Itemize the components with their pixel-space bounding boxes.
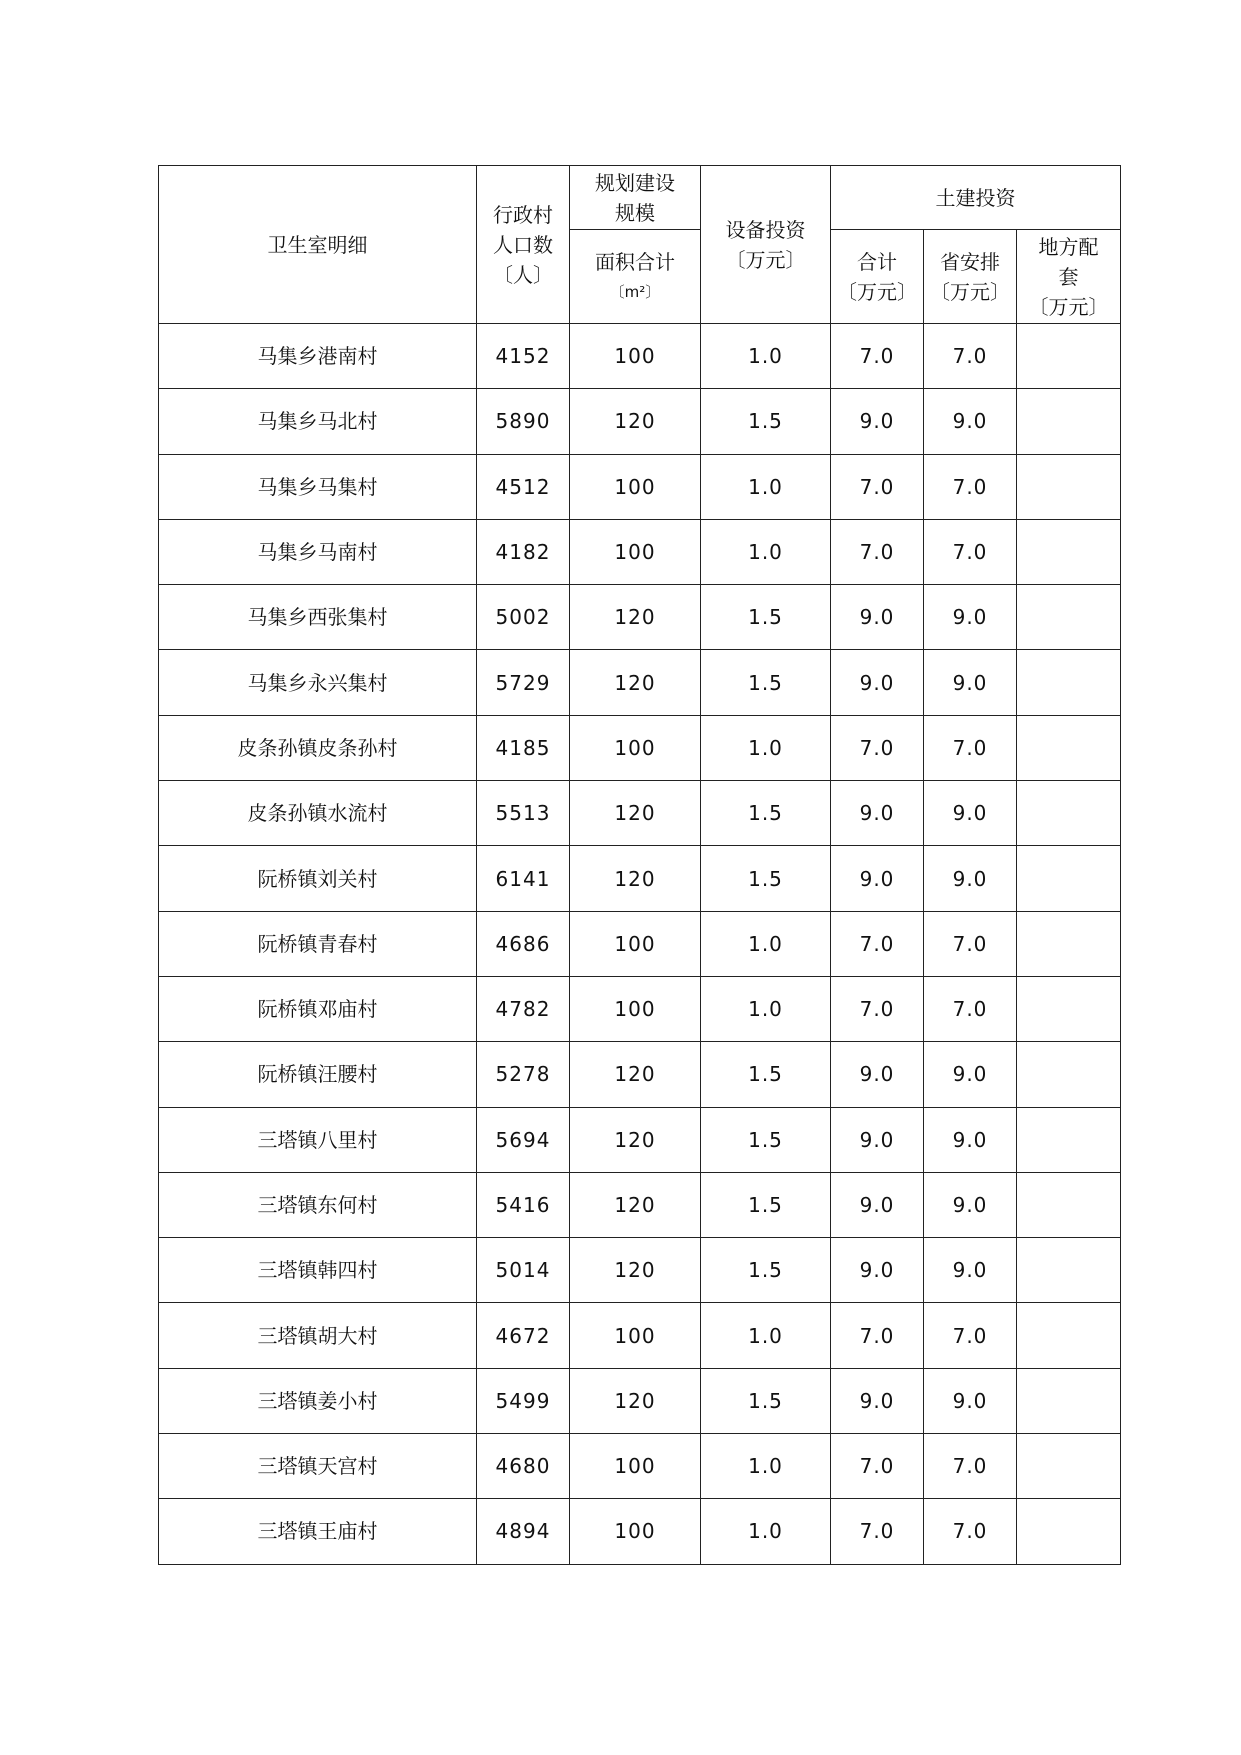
cell-civil-total: 7.0 <box>831 715 924 780</box>
cell-civil-province: 9.0 <box>924 846 1017 911</box>
cell-equipment: 1.5 <box>701 585 831 650</box>
cell-civil-province: 7.0 <box>924 1303 1017 1368</box>
cell-equipment: 1.5 <box>701 389 831 454</box>
cell-civil-province: 9.0 <box>924 1172 1017 1237</box>
cell-civil-local <box>1017 1042 1121 1107</box>
cell-village-name: 皮条孙镇水流村 <box>159 781 477 846</box>
cell-village-name: 三塔镇胡大村 <box>159 1303 477 1368</box>
cell-equipment: 1.0 <box>701 715 831 780</box>
header-area-total: 面积合计 〔m²〕 <box>570 230 701 324</box>
cell-civil-province: 9.0 <box>924 1042 1017 1107</box>
cell-civil-province: 7.0 <box>924 715 1017 780</box>
cell-civil-total: 9.0 <box>831 1238 924 1303</box>
cell-civil-province: 9.0 <box>924 389 1017 454</box>
table-row <box>159 1172 1121 1237</box>
cell-civil-total: 7.0 <box>831 1434 924 1499</box>
cell-population: 4152 <box>477 324 570 389</box>
cell-civil-province: 7.0 <box>924 454 1017 519</box>
cell-equipment: 1.0 <box>701 976 831 1041</box>
cell-area: 100 <box>570 454 701 519</box>
cell-village-name: 阮桥镇刘关村 <box>159 846 477 911</box>
cell-civil-province: 9.0 <box>924 585 1017 650</box>
header-clinic-name: 卫生室明细 <box>159 166 477 324</box>
cell-civil-province: 9.0 <box>924 1107 1017 1172</box>
cell-civil-total: 7.0 <box>831 976 924 1041</box>
cell-civil-local <box>1017 389 1121 454</box>
cell-equipment: 1.5 <box>701 1368 831 1433</box>
cell-civil-total: 9.0 <box>831 1368 924 1433</box>
cell-population: 5278 <box>477 1042 570 1107</box>
cell-civil-local <box>1017 1434 1121 1499</box>
cell-civil-total: 7.0 <box>831 911 924 976</box>
header-planned-scale: 规划建设 规模 <box>570 166 701 230</box>
cell-population: 6141 <box>477 846 570 911</box>
cell-equipment: 1.5 <box>701 781 831 846</box>
cell-civil-province: 9.0 <box>924 781 1017 846</box>
cell-population: 4672 <box>477 1303 570 1368</box>
cell-village-name: 马集乡马集村 <box>159 454 477 519</box>
table-row <box>159 389 1121 454</box>
table-row <box>159 976 1121 1041</box>
table-row <box>159 324 1121 389</box>
cell-civil-local <box>1017 454 1121 519</box>
cell-population: 5890 <box>477 389 570 454</box>
cell-equipment: 1.5 <box>701 1107 831 1172</box>
table-row <box>159 1042 1121 1107</box>
table-row <box>159 1238 1121 1303</box>
cell-population: 5694 <box>477 1107 570 1172</box>
cell-civil-province: 7.0 <box>924 324 1017 389</box>
cell-civil-local <box>1017 1172 1121 1237</box>
cell-area: 120 <box>570 1172 701 1237</box>
cell-population: 5499 <box>477 1368 570 1433</box>
cell-equipment: 1.0 <box>701 1499 831 1564</box>
cell-civil-province: 9.0 <box>924 1368 1017 1433</box>
cell-village-name: 三塔镇姜小村 <box>159 1368 477 1433</box>
header-civil-investment: 土建投资 <box>831 166 1121 230</box>
cell-population: 4680 <box>477 1434 570 1499</box>
cell-civil-local <box>1017 781 1121 846</box>
cell-area: 120 <box>570 585 701 650</box>
cell-equipment: 1.0 <box>701 911 831 976</box>
cell-civil-total: 7.0 <box>831 1303 924 1368</box>
table-row <box>159 519 1121 584</box>
cell-area: 120 <box>570 846 701 911</box>
cell-village-name: 马集乡西张集村 <box>159 585 477 650</box>
cell-civil-total: 9.0 <box>831 389 924 454</box>
cell-equipment: 1.0 <box>701 1303 831 1368</box>
table-row <box>159 1434 1121 1499</box>
cell-area: 100 <box>570 519 701 584</box>
cell-civil-total: 9.0 <box>831 650 924 715</box>
table-row <box>159 650 1121 715</box>
cell-equipment: 1.5 <box>701 846 831 911</box>
cell-population: 5002 <box>477 585 570 650</box>
cell-equipment: 1.5 <box>701 1172 831 1237</box>
cell-civil-province: 9.0 <box>924 1238 1017 1303</box>
cell-area: 100 <box>570 324 701 389</box>
cell-village-name: 阮桥镇汪腰村 <box>159 1042 477 1107</box>
cell-civil-local <box>1017 1107 1121 1172</box>
cell-civil-local <box>1017 1303 1121 1368</box>
table-row <box>159 715 1121 780</box>
cell-civil-local <box>1017 1238 1121 1303</box>
table-row <box>159 1368 1121 1433</box>
cell-civil-total: 9.0 <box>831 1172 924 1237</box>
cell-population: 4686 <box>477 911 570 976</box>
cell-population: 4894 <box>477 1499 570 1564</box>
cell-civil-local <box>1017 519 1121 584</box>
table-row <box>159 1107 1121 1172</box>
cell-area: 120 <box>570 1107 701 1172</box>
cell-equipment: 1.0 <box>701 454 831 519</box>
cell-area: 100 <box>570 1303 701 1368</box>
table-row <box>159 1303 1121 1368</box>
cell-village-name: 阮桥镇青春村 <box>159 911 477 976</box>
cell-village-name: 阮桥镇邓庙村 <box>159 976 477 1041</box>
cell-civil-province: 7.0 <box>924 911 1017 976</box>
cell-civil-local <box>1017 585 1121 650</box>
cell-area: 120 <box>570 1238 701 1303</box>
cell-population: 4512 <box>477 454 570 519</box>
cell-village-name: 马集乡马南村 <box>159 519 477 584</box>
cell-civil-local <box>1017 911 1121 976</box>
cell-civil-province: 7.0 <box>924 1434 1017 1499</box>
cell-civil-province: 7.0 <box>924 1499 1017 1564</box>
header-civil-local: 地方配 套 〔万元〕 <box>1017 230 1121 324</box>
table-row <box>159 846 1121 911</box>
cell-area: 100 <box>570 1499 701 1564</box>
cell-area: 120 <box>570 389 701 454</box>
cell-civil-total: 9.0 <box>831 1107 924 1172</box>
header-civil-province: 省安排 〔万元〕 <box>924 230 1017 324</box>
header-population: 行政村 人口数 〔人〕 <box>477 166 570 324</box>
cell-civil-total: 9.0 <box>831 781 924 846</box>
cell-village-name: 马集乡永兴集村 <box>159 650 477 715</box>
cell-village-name: 三塔镇天宫村 <box>159 1434 477 1499</box>
cell-civil-local <box>1017 1368 1121 1433</box>
cell-civil-local <box>1017 1499 1121 1564</box>
cell-equipment: 1.0 <box>701 1434 831 1499</box>
cell-equipment: 1.5 <box>701 1042 831 1107</box>
table-row <box>159 585 1121 650</box>
cell-area: 100 <box>570 911 701 976</box>
cell-population: 4185 <box>477 715 570 780</box>
cell-area: 100 <box>570 715 701 780</box>
cell-area: 120 <box>570 781 701 846</box>
cell-civil-total: 9.0 <box>831 846 924 911</box>
cell-civil-local <box>1017 324 1121 389</box>
cell-area: 100 <box>570 1434 701 1499</box>
cell-population: 5729 <box>477 650 570 715</box>
cell-civil-total: 9.0 <box>831 1042 924 1107</box>
table-row <box>159 454 1121 519</box>
table-row <box>159 781 1121 846</box>
cell-area: 120 <box>570 650 701 715</box>
cell-civil-local <box>1017 846 1121 911</box>
cell-village-name: 三塔镇韩四村 <box>159 1238 477 1303</box>
clinic-detail-table <box>158 165 1121 1565</box>
cell-civil-total: 7.0 <box>831 1499 924 1564</box>
cell-village-name: 三塔镇东何村 <box>159 1172 477 1237</box>
cell-civil-total: 7.0 <box>831 519 924 584</box>
table-row <box>159 1499 1121 1564</box>
cell-village-name: 马集乡港南村 <box>159 324 477 389</box>
cell-civil-local <box>1017 976 1121 1041</box>
table-body <box>159 324 1121 1565</box>
cell-population: 5513 <box>477 781 570 846</box>
cell-civil-total: 9.0 <box>831 585 924 650</box>
cell-area: 120 <box>570 1042 701 1107</box>
cell-equipment: 1.5 <box>701 650 831 715</box>
cell-civil-province: 7.0 <box>924 976 1017 1041</box>
cell-area: 120 <box>570 1368 701 1433</box>
cell-village-name: 皮条孙镇皮条孙村 <box>159 715 477 780</box>
cell-village-name: 三塔镇王庙村 <box>159 1499 477 1564</box>
cell-area: 100 <box>570 976 701 1041</box>
cell-equipment: 1.0 <box>701 324 831 389</box>
cell-civil-province: 7.0 <box>924 519 1017 584</box>
cell-civil-total: 7.0 <box>831 454 924 519</box>
cell-population: 5014 <box>477 1238 570 1303</box>
cell-civil-province: 9.0 <box>924 650 1017 715</box>
cell-population: 4182 <box>477 519 570 584</box>
header-equipment-investment: 设备投资 〔万元〕 <box>701 166 831 324</box>
cell-village-name: 马集乡马北村 <box>159 389 477 454</box>
cell-equipment: 1.0 <box>701 519 831 584</box>
header-civil-total: 合计 〔万元〕 <box>831 230 924 324</box>
cell-civil-local <box>1017 715 1121 780</box>
cell-village-name: 三塔镇八里村 <box>159 1107 477 1172</box>
cell-civil-total: 7.0 <box>831 324 924 389</box>
cell-civil-local <box>1017 650 1121 715</box>
cell-equipment: 1.5 <box>701 1238 831 1303</box>
cell-population: 4782 <box>477 976 570 1041</box>
cell-population: 5416 <box>477 1172 570 1237</box>
table-row <box>159 911 1121 976</box>
